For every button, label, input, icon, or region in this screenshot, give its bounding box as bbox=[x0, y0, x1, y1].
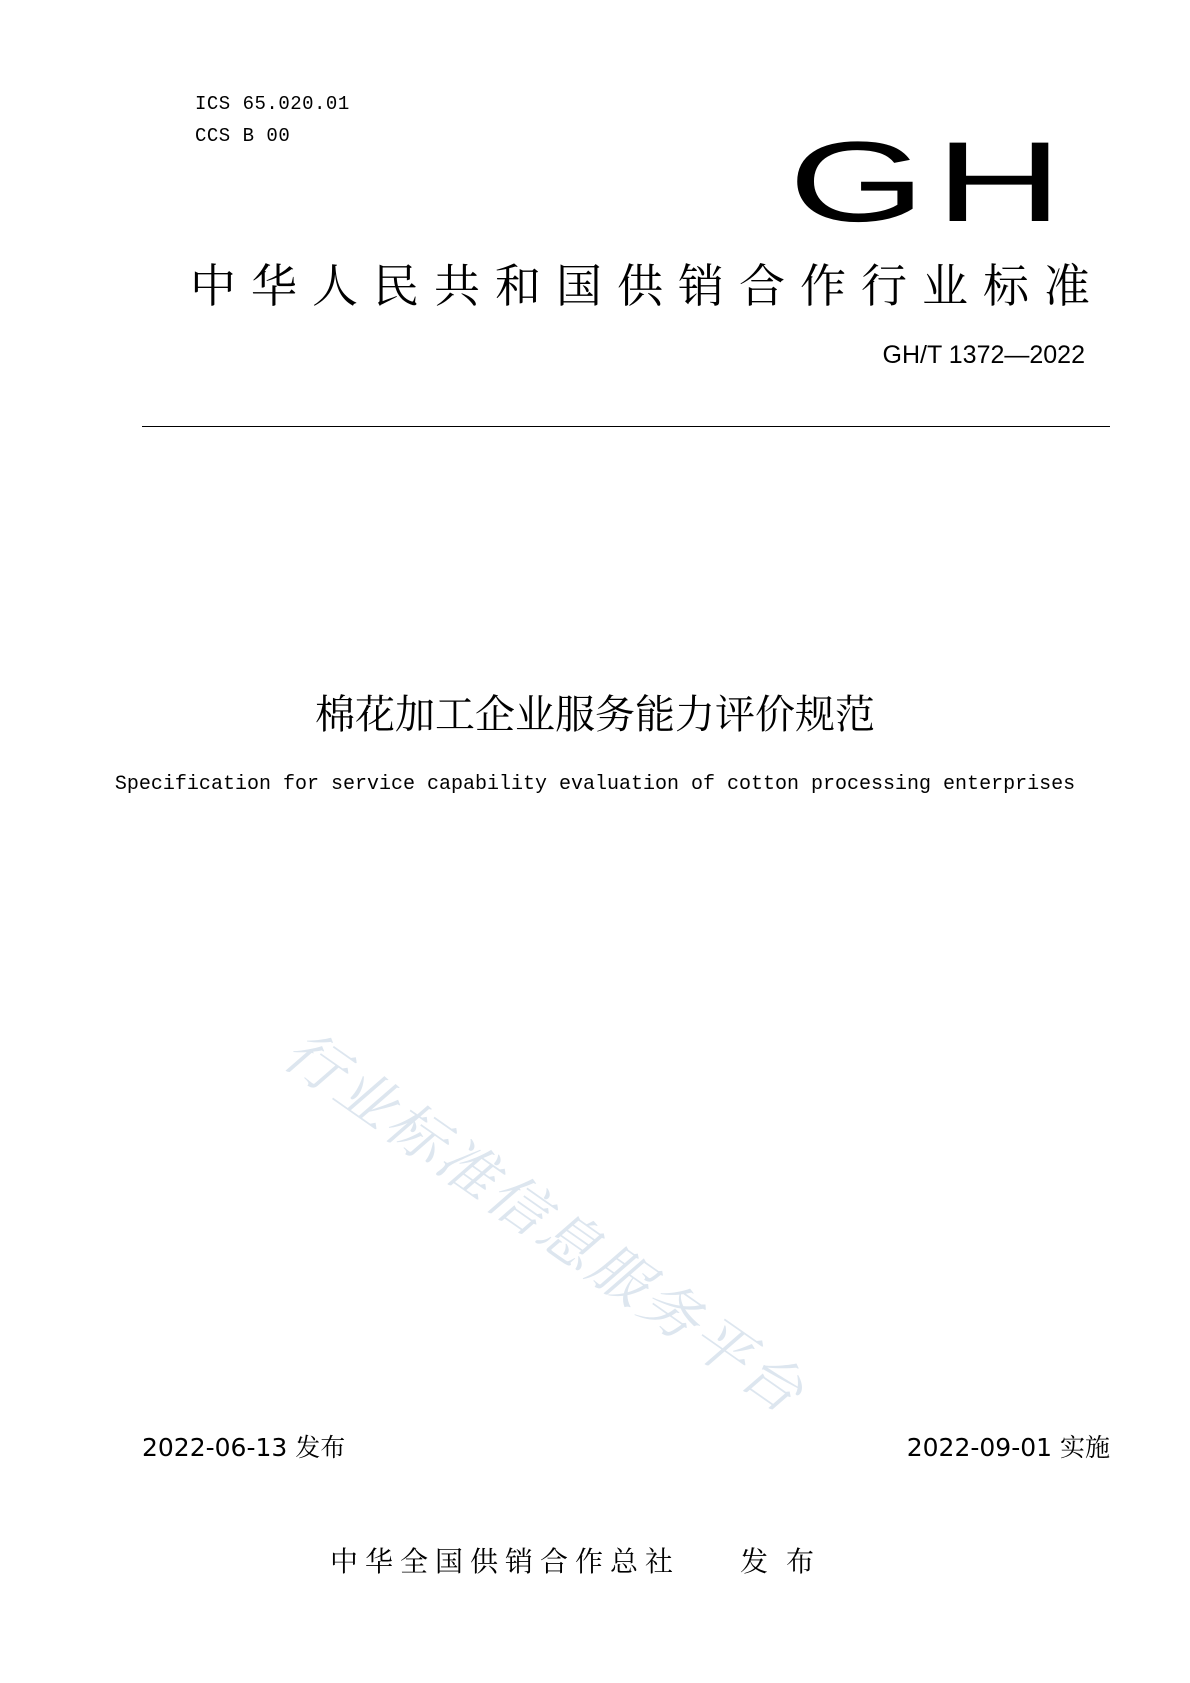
standard-number: GH/T 1372—2022 bbox=[882, 341, 1085, 369]
header-divider bbox=[142, 426, 1110, 427]
issuing-authority-heading: 中华人民共和国供销合作行业标准 bbox=[190, 259, 1105, 313]
classification-codes bbox=[195, 88, 350, 152]
gh-logo: GH bbox=[788, 119, 1072, 246]
ics-code: ICS 65.020.01 bbox=[195, 93, 350, 115]
implementation-date: 2022-09-01 实施 bbox=[906, 1433, 1110, 1462]
watermark-text: 行业标准信息服务平台 bbox=[271, 1016, 819, 1428]
issuer-line bbox=[330, 1540, 832, 1580]
issuer-name: 中华全国供销合作总社 bbox=[330, 1545, 681, 1578]
document-title-chinese: 棉花加工企业服务能力评价规范 bbox=[315, 692, 875, 738]
publish-label: 发布 bbox=[740, 1545, 833, 1578]
ccs-code: CCS B 00 bbox=[195, 125, 291, 147]
document-title-english: Specification for service capability evaluation of cotton processing enterprises bbox=[114, 773, 1076, 796]
issue-date: 2022-06-13 发布 bbox=[142, 1433, 346, 1462]
